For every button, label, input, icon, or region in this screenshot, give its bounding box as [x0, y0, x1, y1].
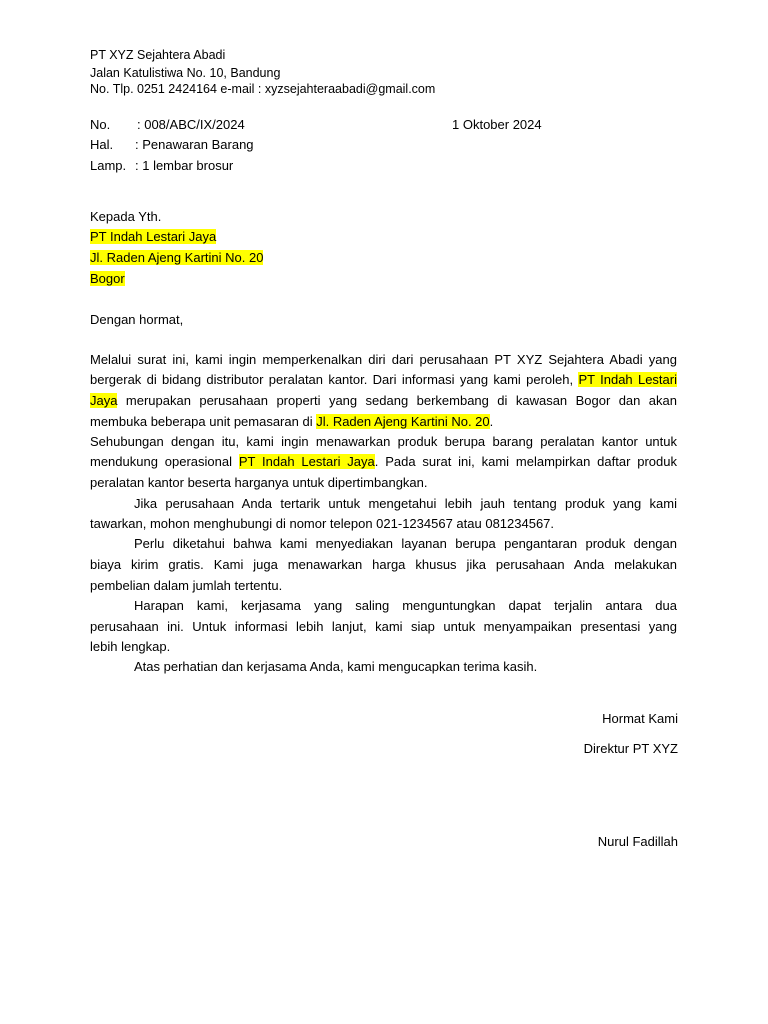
- body-line: Sehubungan dengan itu, kami ingin menawarkan produk berupa barang peralatan kantor untuk: [90, 434, 677, 449]
- highlight-company: PT Indah Lestari Jaya: [238, 454, 375, 469]
- body-line: [90, 393, 677, 409]
- body-line: Atas perhatian dan kerjasama Anda, kami mengucapkan terima kasih.: [134, 659, 538, 674]
- letter-date: 1 Oktober 2024: [452, 117, 542, 132]
- recipient-city: Bogor: [90, 271, 125, 286]
- body-line: [90, 372, 677, 388]
- hal-value: : Penawaran Barang: [135, 137, 254, 152]
- body-line: [90, 454, 677, 470]
- closing-title: Direktur PT XYZ: [583, 741, 678, 756]
- body-line: perusahaan ini. Untuk informasi lebih lanjut, kami siap untuk menyampaikan presentasi yang: [90, 619, 677, 634]
- body-line: Melalui surat ini, kami ingin memperkenalkan diri dari perusahaan PT XYZ Sejahtera Abadi yang: [90, 352, 677, 367]
- recipient-name: PT Indah Lestari Jaya: [90, 229, 217, 244]
- highlight-company: Jaya: [90, 393, 118, 408]
- body-text: . Pada surat ini, kami melampirkan daftar produk: [374, 454, 677, 469]
- body-text: merupakan perusahaan properti yang sedang berkembang di kawasan Bogor dan akan: [117, 393, 677, 408]
- closing-regards: Hormat Kami: [602, 711, 678, 726]
- highlight-company: PT Indah Lestari: [578, 372, 677, 387]
- sender-contact: No. Tlp. 0251 2424164 e-mail : xyzsejahteraabadi@gmail.com: [90, 82, 436, 96]
- body-text: .: [489, 414, 494, 429]
- body-text: bergerak di bidang distributor peralatan kantor. Dari informasi yang kami peroleh,: [90, 372, 579, 387]
- body-line: biaya kirim gratis. Kami juga menawarkan harga khusus jika perusahaan Anda melakukan: [90, 557, 677, 572]
- body-text: membuka beberapa unit pemasaran di: [90, 414, 317, 429]
- body-line: Perlu diketahui bahwa kami menyediakan layanan berupa pengantaran produk dengan: [134, 536, 677, 551]
- body-line: [90, 414, 493, 430]
- no-value: : 008/ABC/IX/2024: [137, 117, 245, 132]
- sender-company: PT XYZ Sejahtera Abadi: [90, 48, 226, 62]
- body-line: tawarkan, mohon menghubungi di nomor telepon 021-1234567 atau 081234567.: [90, 516, 555, 531]
- lamp-label: Lamp.: [90, 158, 127, 173]
- body-line: peralatan kantor beserta harganya untuk dipertimbangkan.: [90, 475, 428, 490]
- recipient-greeting: Kepada Yth.: [90, 209, 162, 224]
- body-line: pembelian dalam jumlah tertentu.: [90, 578, 283, 593]
- body-line: lebih lengkap.: [90, 639, 171, 654]
- no-label: No.: [90, 117, 111, 132]
- hal-label: Hal.: [90, 137, 114, 152]
- recipient-address: Jl. Raden Ajeng Kartini No. 20: [90, 250, 264, 265]
- body-text: mendukung operasional: [90, 454, 239, 469]
- signer-name: Nurul Fadillah: [597, 834, 678, 849]
- body-line: Jika perusahaan Anda tertarik untuk mengetahui lebih jauh tentang produk yang kami: [134, 496, 677, 511]
- body-line: Harapan kami, kerjasama yang saling menguntungkan dapat terjalin antara dua: [134, 598, 677, 613]
- lamp-value: : 1 lembar brosur: [135, 158, 234, 173]
- sender-address: Jalan Katulistiwa No. 10, Bandung: [90, 66, 281, 80]
- highlight-address: Jl. Raden Ajeng Kartini No. 20: [316, 414, 490, 429]
- salutation: Dengan hormat,: [90, 312, 184, 327]
